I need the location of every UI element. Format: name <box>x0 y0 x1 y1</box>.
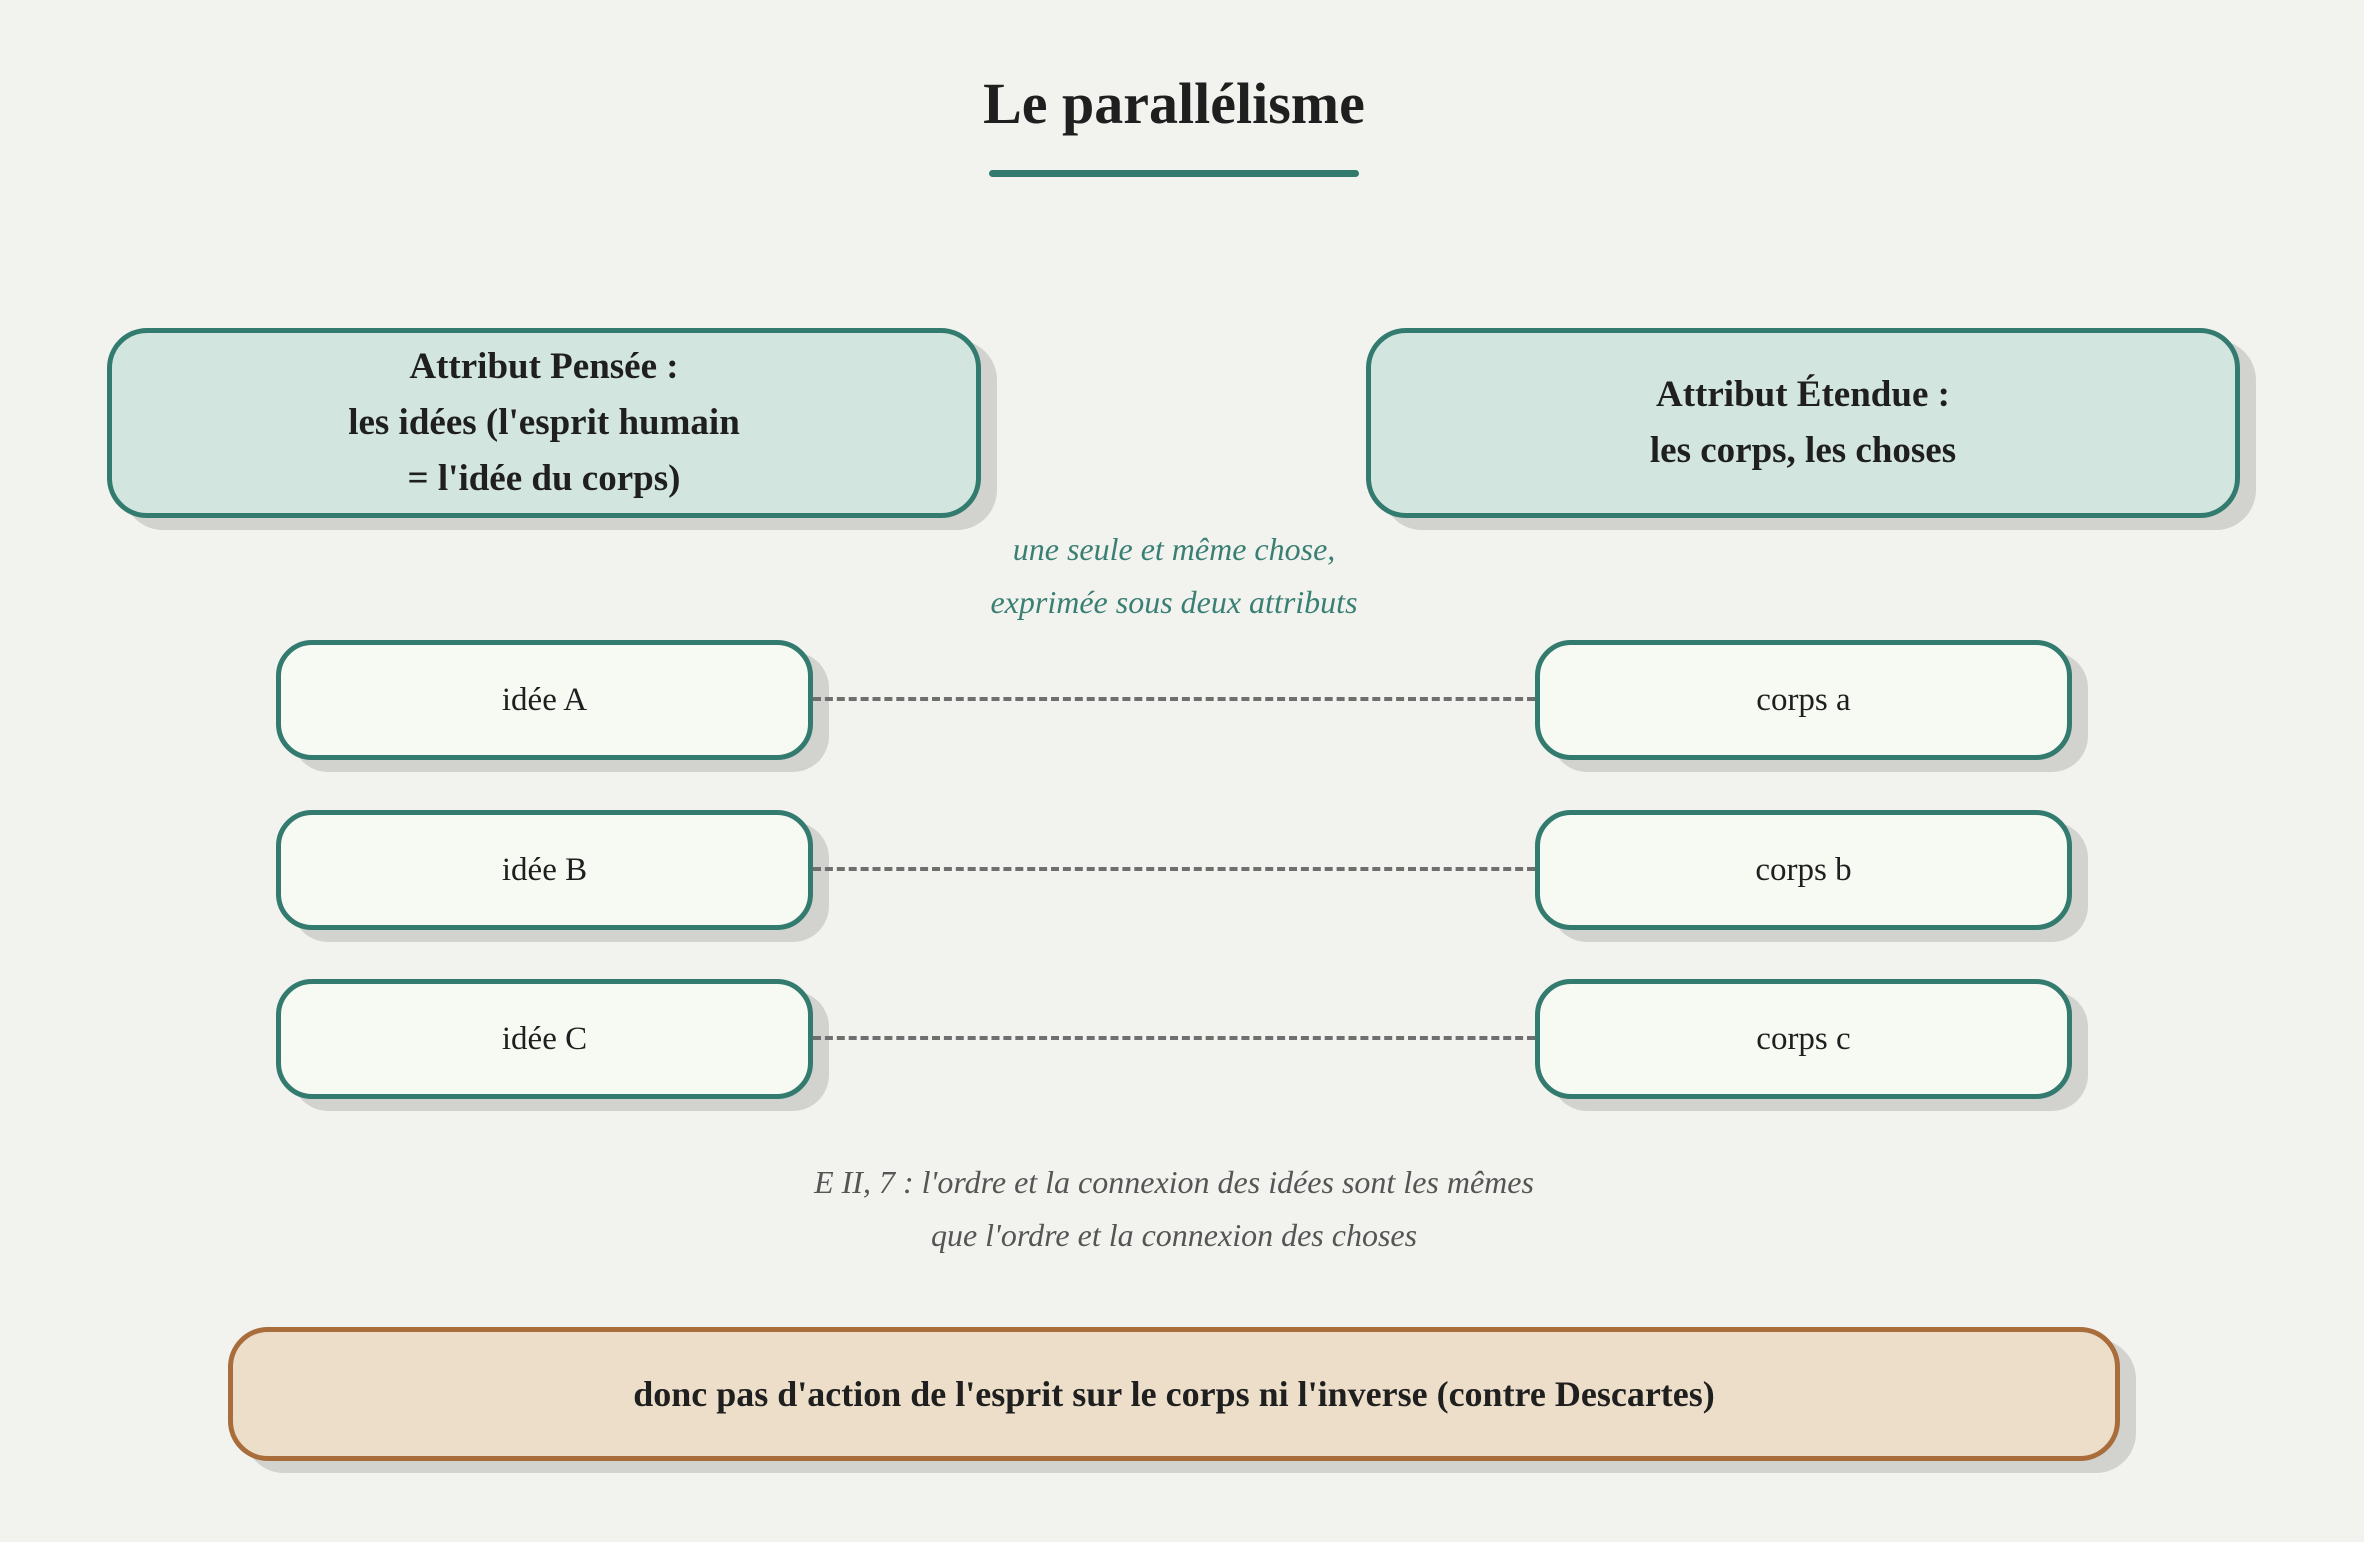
citation-line1: E II, 7 : l'ordre et la connexion des idées sont les mêmes <box>814 1164 1534 1200</box>
idea-c-label: idée C <box>501 1020 588 1057</box>
thought-attribute-line3: = l'idée du corps) <box>407 458 681 499</box>
conclusion-box <box>228 1327 2120 1461</box>
citation-line2: que l'ordre et la connexion des choses <box>930 1217 1418 1253</box>
extension-attribute-box <box>1366 328 2240 518</box>
idea-c-box <box>276 979 813 1099</box>
body-b-box <box>1535 810 2072 930</box>
body-b-label: corps b <box>1755 851 1852 888</box>
body-a-box <box>1535 640 2072 760</box>
parallel-link-b <box>813 867 1535 871</box>
thought-attribute-line2: les idées (l'esprit humain <box>348 402 740 443</box>
same-thing-note-line1: une seule et même chose, <box>1012 531 1336 567</box>
body-c-box <box>1535 979 2072 1099</box>
citation-note <box>0 1156 2348 1262</box>
page-title: Le parallélisme <box>983 71 1365 136</box>
extension-attribute-line1: Attribut Étendue : <box>1656 374 1950 415</box>
conclusion-text: donc pas d'action de l'esprit sur le corps ni l'inverse (contre Descartes) <box>633 1374 1715 1414</box>
thought-attribute-box <box>107 328 981 518</box>
body-a-label: corps a <box>1756 681 1851 718</box>
title-underline <box>989 170 1359 177</box>
parallel-link-c <box>813 1036 1535 1040</box>
thought-attribute-line1: Attribut Pensée : <box>409 346 679 387</box>
same-thing-note <box>0 523 2348 629</box>
same-thing-note-line2: exprimée sous deux attributs <box>990 584 1358 620</box>
idea-a-label: idée A <box>501 681 588 718</box>
idea-b-box <box>276 810 813 930</box>
idea-a-box <box>276 640 813 760</box>
body-c-label: corps c <box>1756 1020 1851 1057</box>
extension-attribute-line2: les corps, les choses <box>1649 430 1957 471</box>
parallel-link-a <box>813 697 1535 701</box>
idea-b-label: idée B <box>501 851 588 888</box>
